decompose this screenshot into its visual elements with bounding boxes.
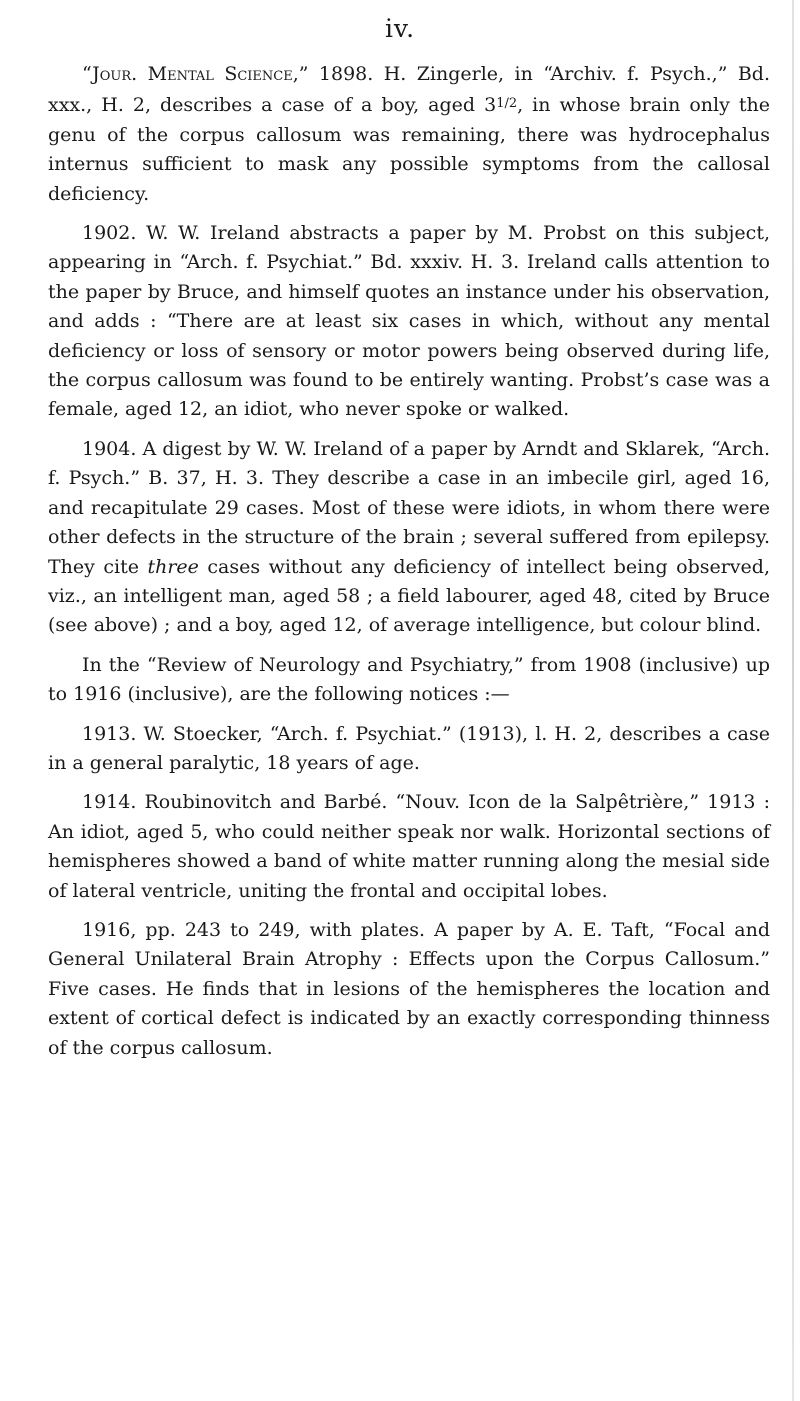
emphasis-text: three	[147, 555, 199, 578]
paragraph-1902-ireland: 1902. W. W. Ireland abstracts a paper by M. Probst on this subject, appearing in “Arch. f. Psychiat.” Bd. xxxiv. H. 3. Ireland calls attention to the paper by Bruce, and himself quotes an instance under his observation, and adds : “There are at least six cases in which, without any mental deficiency or loss of sensory or motor powers being observed during life, the corpus callosum was found to be entirely wanting. Probst’s case was a female, aged 12, an idiot, who never spoke or walked.	[48, 222, 770, 421]
paragraph-1898-zingerle	[48, 60, 770, 209]
paragraph-1916-taft: 1916, pp. 243 to 249, with plates. A paper by A. E. Taft, “Focal and General Unilateral Brain Atrophy : Effects upon the Corpus Callosum.” Five cases. He finds that in lesions of the hemispheres the location and extent of cortical defect is indicated by an exactly corresponding thinness of the corpus callosum.	[48, 918, 770, 1059]
body-text	[48, 60, 770, 1073]
paragraph-1913-stoecker: 1913. W. Stoecker, “Arch. f. Psychiat.” (1913), l. H. 2, describes a case in a general paralytic, 18 years of age.	[48, 722, 770, 774]
paragraph-text-continued: , in whose brain only the genu of the corpus callosum was remaining, there was hydrocephalus internus sufficient to mask any possible symptoms from the callosal deficiency.	[48, 94, 770, 205]
fraction: 1/2	[496, 96, 518, 112]
page-number: iv.	[384, 14, 416, 43]
paragraph-text: 1904. A digest by W. W. Ireland of a paper by Arndt and Sklarek, “Arch. f. Psych.” B. 37, H. 3. They describe a case in an imbecile girl, aged 16, and recapitulate 29 cases. Most of these were idiots, in whom there were other defects in the structure of the brain ; several suffered from epilepsy. They cite	[48, 437, 770, 578]
paragraph-text-continued: cases without any deficiency of intellect being observed, viz., an intelligent man, aged 58 ; a field labourer, aged 48, cited by Bruce (see above) ; and a boy, aged 12, of average intelligence, but colour blind.	[48, 555, 770, 637]
journal-title: “Jour. Mental Science,”	[82, 63, 309, 85]
paragraph-text: 1898. H. Zingerle, in “Archiv. f. Psych.,” Bd. xxx., H. 2, describes a case of a boy, aged 3	[48, 63, 770, 117]
paragraph-1904-arndt-sklarek	[48, 435, 770, 641]
paragraph-review-notices: In the “Review of Neurology and Psychiatry,” from 1908 (inclusive) up to 1916 (inclusive), are the following notices :—	[48, 653, 770, 706]
page-edge-shadow	[792, 0, 794, 1401]
paragraph-1914-roubinovitch: 1914. Roubinovitch and Barbé. “Nouv. Icon de la Salpêtrière,” 1913 : An idiot, aged 5, who could neither speak nor walk. Horizontal sections of hemispheres showed a band of white matter running along the mesial side of lateral ventricle, uniting the frontal and occipital lobes.	[48, 791, 770, 902]
